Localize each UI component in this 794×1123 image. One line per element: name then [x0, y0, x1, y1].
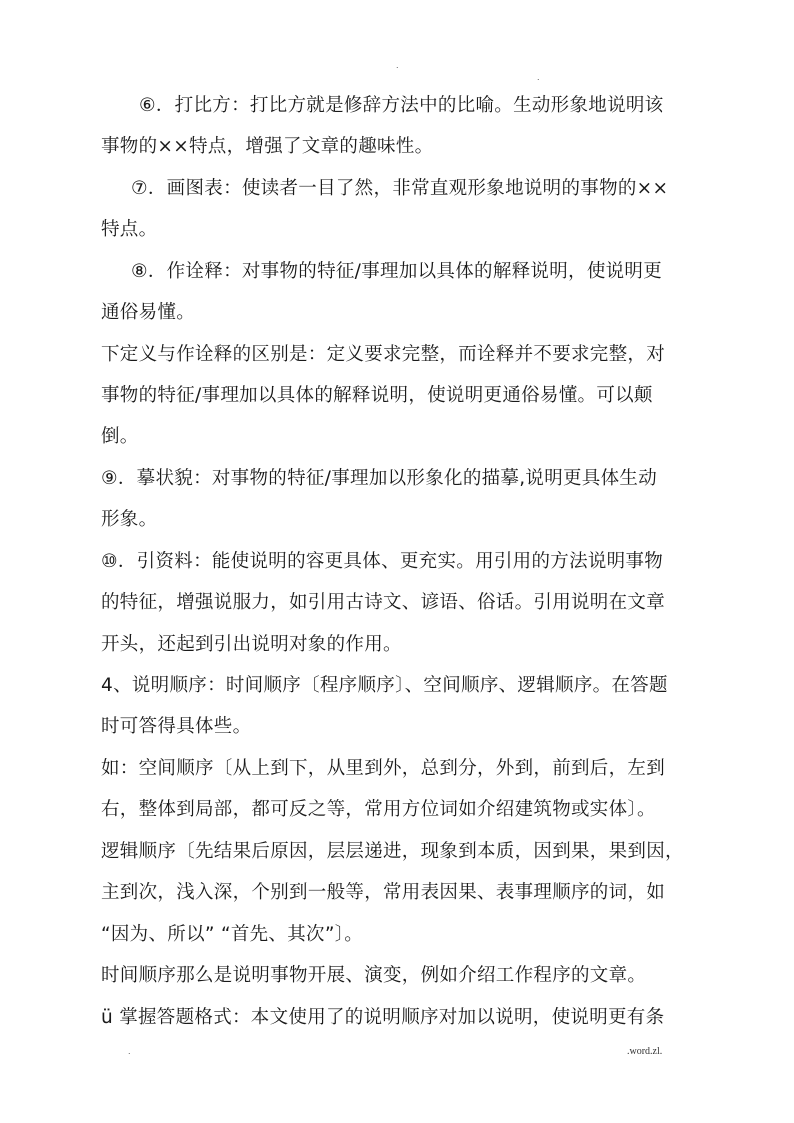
text-line: ü 掌握答题格式：本文使用了的说明顺序对加以说明，使说明更有条: [101, 1007, 665, 1028]
text-line: 倒。: [101, 426, 139, 447]
text-line: 特点。: [101, 219, 158, 240]
footer-dot-left: .: [128, 1046, 131, 1056]
text-line: 的特征，增强说服力，如引用古诗文、谚语、俗话。引用说明在文章: [101, 592, 666, 613]
text-line: 主到次，浅入深，个别到一般等，常用表因果、表事理顺序的词，如: [101, 882, 666, 903]
text-line: ⑧．作诠释：对事物的特征/事理加以具体的解释说明，使说明更: [131, 261, 663, 282]
text-line: ⑦．画图表：使读者一目了然，非常直观形象地说明的事物的××: [131, 178, 669, 199]
text-line: 时间顺序那么是说明事物开展、演变，例如介绍工作程序的文章。: [101, 965, 647, 986]
text-line: 形象。: [101, 509, 158, 530]
text-line: 下定义与作诠释的区别是：定义要求完整，而诠释并不要求完整，对: [101, 344, 666, 365]
text-line: 开头，还起到引出说明对象的作用。: [101, 634, 402, 655]
text-line: ⑥．打比方：打比方就是修辞方法中的比喻。生动形象地说明该: [139, 95, 664, 116]
text-line: 事物的特征/事理加以具体的解释说明，使说明更通俗易懂。可以颠: [101, 385, 653, 406]
header-dot-right: .: [537, 72, 540, 82]
footer-site-mark: .word.zl.: [627, 1046, 663, 1057]
text-line: 如：空间顺序〔从上到下，从里到外，总到分，外到，前到后，左到: [101, 758, 666, 779]
header-dot-left: .: [396, 60, 399, 70]
text-line: 事物的××特点，增强了文章的趣味性。: [101, 136, 434, 157]
text-line: “因为、所以” “首先、其次”〕。: [101, 924, 364, 945]
text-line: 逻辑顺序〔先结果后原因，层层递进，现象到本质，因到果，果到因，: [101, 841, 684, 862]
text-line: 右，整体到局部，都可反之等，常用方位词如介绍建筑物或实体〕。: [101, 799, 656, 820]
text-line: 时可答得具体些。: [101, 716, 252, 737]
text-line: ⑩．引资料：能使说明的容更具体、更充实。用引用的方法说明事物: [101, 551, 664, 572]
text-line: 4、说明顺序：时间顺序〔程序顺序〕、空间顺序、逻辑顺序。在答题: [101, 675, 668, 696]
text-line: ⑨．摹状貌：对事物的特征/事理加以形象化的描摹,说明更具体生动: [101, 468, 658, 489]
text-line: 通俗易懂。: [101, 302, 196, 323]
